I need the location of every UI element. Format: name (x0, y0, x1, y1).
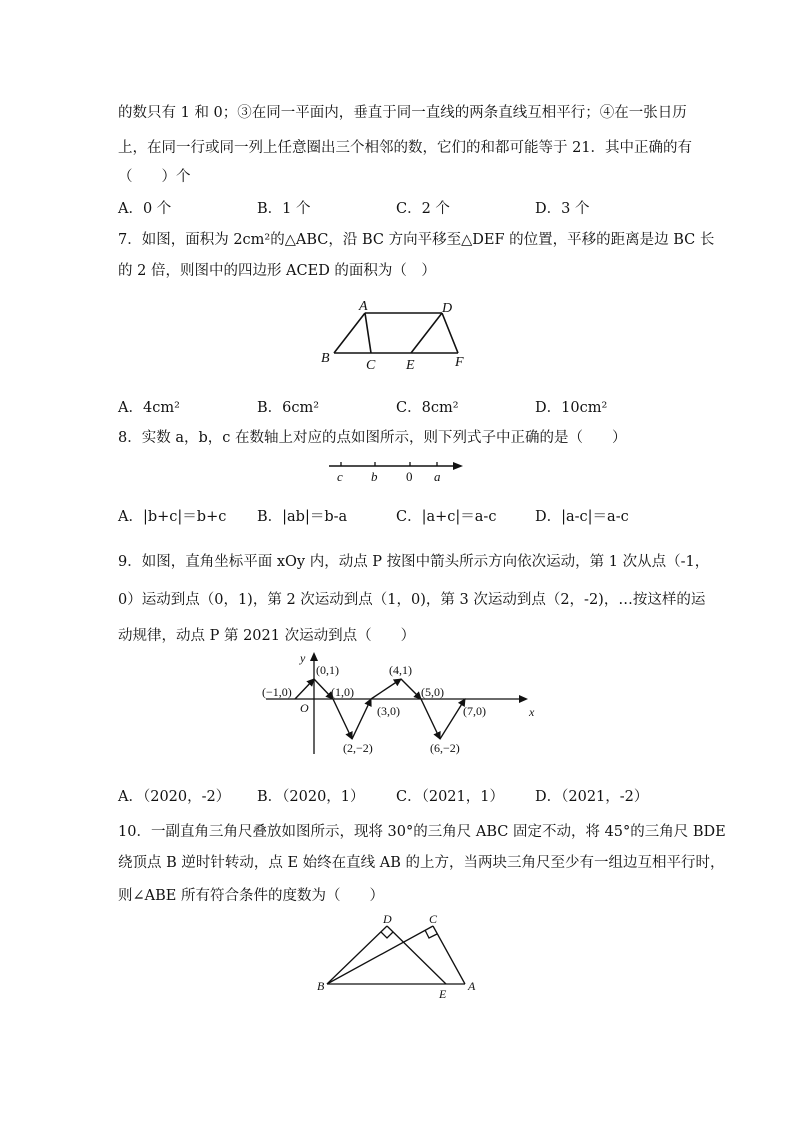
q9-option-b[interactable]: B．（2020，1） (257, 789, 365, 805)
q7-label-C: C (366, 358, 376, 373)
q10-right-angle-D (381, 932, 393, 938)
q10-line-2: 绕顶点 B 逆时针转动，点 E 始终在直线 AB 的上方，当两块三角尺至少有一组边互相平行时， (118, 855, 725, 871)
q10-label-D: D (383, 912, 392, 926)
q7-label-A: A (359, 299, 368, 314)
q9-label-y: y (300, 651, 306, 665)
q7-label-F: F (455, 355, 464, 370)
q9-move-8 (440, 699, 465, 739)
q8-option-c[interactable]: C．|a+c|＝a-c (396, 509, 497, 525)
q7-figure-parallelogram (315, 296, 475, 374)
q7-line-2: 的 2 倍，则图中的四边形 ACED 的面积为（ ） (118, 263, 436, 279)
q9-line-3: 动规律，动点 P 第 2021 次运动到点（ ） (118, 628, 416, 644)
q9-line-2: 0）运动到点（0，1)，第 2 次运动到点（1，0)，第 3 次运动到点（2，-2)，…按这样的运 (118, 592, 706, 608)
q8-number-line (325, 456, 470, 486)
q10-label-A: A (468, 979, 476, 993)
q6-option-a[interactable]: A．0 个 (118, 201, 172, 217)
q9-label-p4: (3,0) (377, 704, 400, 718)
q9-label-p0: (−1,0) (262, 685, 292, 699)
q9-label-p5: (4,1) (389, 663, 412, 677)
q8-line-1: 8．实数 a，b，c 在数轴上对应的点如图所示，则下列式子中正确的是（ ） (118, 430, 627, 446)
q7-option-a[interactable]: A．4cm² (118, 400, 180, 416)
q8-label-b: b (371, 469, 378, 484)
q8-label-zero: 0 (406, 469, 413, 484)
q9-option-c[interactable]: C．（2021，1） (396, 789, 504, 805)
q9-label-p3: (2,−2) (343, 741, 373, 755)
q9-label-p7: (6,−2) (430, 741, 460, 755)
q10-label-C: C (429, 912, 438, 926)
q6-line-2: 上，在同一行或同一列上任意圈出三个相邻的数，它们的和都可能等于 21．其中正确的有 (118, 140, 693, 156)
q6-line-3: （ ）个 (118, 169, 191, 185)
q9-label-p1: (0,1) (316, 663, 339, 677)
q9-y-axis-arrow (310, 652, 318, 661)
q9-label-x: x (529, 705, 535, 719)
q10-label-B: B (317, 979, 325, 993)
q6-option-d[interactable]: D．3 个 (535, 201, 590, 217)
q9-option-d[interactable]: D．（2021，-2） (535, 789, 649, 805)
q6-option-c[interactable]: C．2 个 (396, 201, 450, 217)
q9-x-axis-arrow (519, 695, 528, 703)
q9-label-p2: (1,0) (331, 685, 354, 699)
q9-label-p8: (7,0) (463, 704, 486, 718)
q7-label-E: E (406, 358, 415, 373)
q9-move-1 (295, 679, 314, 699)
q8-option-a[interactable]: A．|b+c|＝b+c (118, 509, 227, 525)
q6-line-1: 的数只有 1 和 0；③在同一平面内，垂直于同一直线的两条直线互相平行；④在一张日历 (118, 105, 687, 121)
q8-option-d[interactable]: D．|a-c|＝a-c (535, 509, 629, 525)
q7-label-D: D (442, 301, 453, 316)
q9-move-3 (333, 699, 352, 739)
q6-option-b[interactable]: B．1 个 (257, 201, 311, 217)
q10-label-E: E (439, 987, 447, 1001)
q10-line-1: 10．一副直角三角尺叠放如图所示，现将 30°的三角尺 ABC 固定不动，将 45°的三角尺 BDE (118, 824, 726, 840)
q9-move-4 (352, 699, 371, 739)
q9-line-1: 9．如图，直角坐标平面 xOy 内，动点 P 按图中箭头所示方向依次运动，第 1 次从点（-1， (118, 554, 710, 570)
q7-seg-DE (411, 313, 442, 353)
q9-label-origin: O (300, 701, 309, 715)
q8-label-c: c (337, 469, 343, 484)
q9-move-6 (401, 679, 421, 699)
q7-seg-BA (334, 313, 365, 353)
q10-seg-BD (327, 926, 387, 984)
q7-option-d[interactable]: D．10cm² (535, 400, 608, 416)
q9-move-7 (421, 699, 440, 739)
q7-label-B: B (321, 351, 330, 366)
q10-line-3: 则∠ABE 所有符合条件的度数为（ ） (118, 888, 384, 904)
q7-line-1: 7．如图，面积为 2cm²的△ABC，沿 BC 方向平移至△DEF 的位置，平移的距离是边 BC 长 (118, 232, 715, 248)
q10-triangles-figure (315, 910, 490, 1002)
q7-option-c[interactable]: C．8cm² (396, 400, 459, 416)
q9-label-p6: (5,0) (421, 685, 444, 699)
q9-option-a[interactable]: A．（2020，-2） (118, 789, 231, 805)
q9-coordinate-figure (260, 648, 550, 760)
q8-label-a: a (434, 469, 441, 484)
q8-axis-arrow (453, 462, 463, 470)
q7-option-b[interactable]: B．6cm² (257, 400, 320, 416)
q8-option-b[interactable]: B．|ab|＝b-a (257, 509, 348, 525)
q7-seg-DF (442, 313, 458, 353)
q7-seg-AC (365, 313, 371, 353)
q9-move-5 (371, 679, 401, 699)
